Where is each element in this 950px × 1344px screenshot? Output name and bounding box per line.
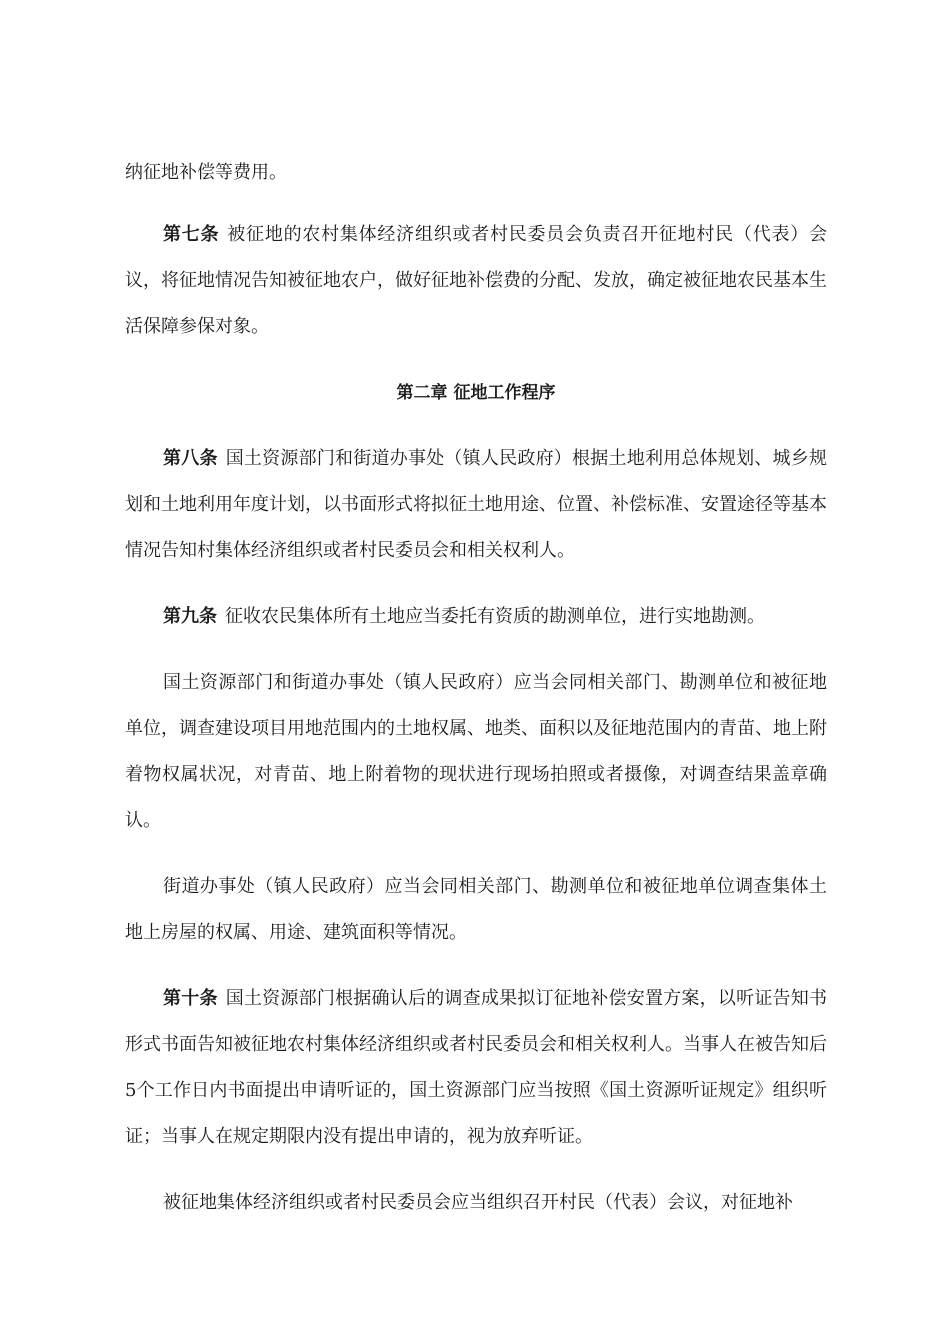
article-8-label: 第八条	[163, 448, 218, 469]
article-9-paragraph-3: 街道办事处（镇人民政府）应当会同相关部门、勘测单位和被征地单位调查集体土地上房屋的权属、用途、建筑面积等情况。	[125, 876, 827, 943]
document-page	[125, 150, 827, 1246]
article-8-paragraph	[125, 436, 827, 574]
article-9-text: 征收农民集体所有土地应当委托有资质的勘测单位，进行实地勘测。	[225, 606, 765, 627]
article-10-paragraph	[125, 976, 827, 1160]
article-8-text: 国土资源部门和街道办事处（镇人民政府）根据土地利用总体规划、城乡规划和土地利用年度计划，以书面形式将拟征土地用途、位置、补偿标准、安置途径等基本情况告知村集体经济组织或者村民委员会和相关权利人。	[125, 448, 827, 561]
article-7-text: 被征地的农村集体经济组织或者村民委员会负责召开征地村民（代表）会议，将征地情况告知被征地农户，做好征地补偿费的分配、发放，确定被征地农民基本生活保障参保对象。	[125, 224, 827, 337]
chapter-2-heading: 第二章 征地工作程序	[396, 383, 556, 403]
article-9-paragraph	[125, 594, 827, 640]
article-9-label: 第九条	[163, 606, 217, 627]
article-10-paragraph-2: 被征地集体经济组织或者村民委员会应当组织召开村民（代表）会议，对征地补	[163, 1192, 793, 1213]
article-7-paragraph	[125, 212, 827, 350]
article-9-paragraph-2: 国土资源部门和街道办事处（镇人民政府）应当会同相关部门、勘测单位和被征地单位，调查建设项目用地范围内的土地权属、地类、面积以及征地范围内的青苗、地上附着物权属状况，对青苗、地上附着物的现状进行现场拍照或者摄像，对调查结果盖章确认。	[125, 672, 827, 831]
article-10-text: 国土资源部门根据确认后的调查成果拟订征地补偿安置方案，以听证告知书形式书面告知被征地农村集体经济组织或者村民委员会和相关权利人。当事人在被告知后5个工作日内书面提出申请听证的，国土资源部门应当按照《国土资源听证规定》组织听证；当事人在规定期限内没有提出申请的，视为放弃听证。	[125, 988, 827, 1147]
article-7-label: 第七条	[163, 224, 220, 245]
article-10-label: 第十条	[163, 988, 218, 1009]
continuation-paragraph: 纳征地补偿等费用。	[125, 162, 287, 183]
